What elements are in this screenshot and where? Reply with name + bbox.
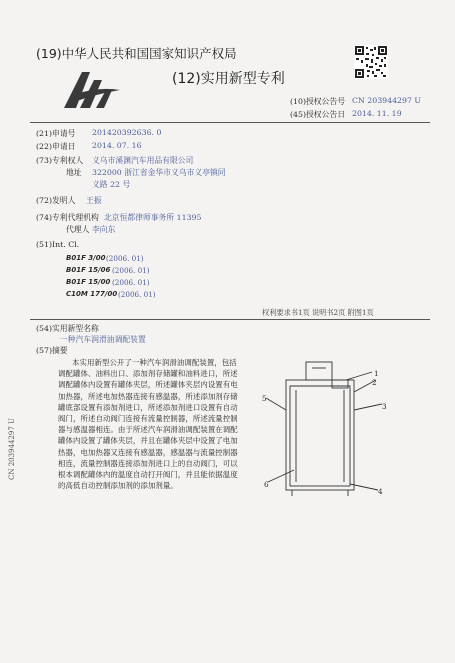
agent-value: 李向东 [92, 225, 116, 234]
figure-label: 6 [264, 480, 269, 489]
ipc-code: B01F 15/00 [66, 278, 111, 286]
ipc-code: B01F 3/00 [66, 254, 106, 262]
app-date-label: (22)申请日 [36, 142, 76, 151]
agency-label: (74)专利代理机构 [36, 213, 99, 222]
owner-value: 义乌市溪渊汽车用品有限公司 [92, 156, 194, 165]
figure-label: 4 [378, 487, 383, 496]
ipc-code: C10M 177/00 [66, 290, 118, 298]
ipc-code: B01F 15/06 [66, 266, 111, 274]
mid-divider [30, 319, 430, 320]
ipc-version: (2006. 01) [118, 290, 156, 299]
pub-no-label: (10)授权公告号 [290, 97, 345, 106]
figure-label: 2 [372, 378, 377, 387]
figure-label: 1 [374, 369, 379, 378]
agency-value: 北京恒都律师事务所 11395 [104, 213, 202, 222]
app-no-label: (21)申请号 [36, 129, 76, 138]
app-no-value: 201420392636. 0 [92, 128, 162, 137]
ipc-label: (51)Int. Cl. [36, 240, 80, 249]
abstract-text: 本实用新型公开了一种汽车润滑油调配装置，包括调配罐体、油料出口、添加剂存储罐和油料进口，所述调配罐体内设置有罐体夹层，所述罐体夹层内设置有电加热器，所述电加热器连接有感温器，所述添加剂存储罐底部设置有添加剂进口，所述添加剂进口设置有自动阀门，所述自动阀门连接有流量控制器，所述流量控制器与感温器相连。由于所述汽车润滑油调配装置在调配罐体内设置了罐体夹层，并且在罐体夹层中设置了电加热器，电加热器又连接有感温器，感温器与流量控制器相连，流量控制器连接添加剂进口上的自动阀门，可以根本调配罐体内的温度自动打开阀门，并且能依据温度的高低自动控制添加剂的添加剂量。 [58, 358, 238, 491]
pub-date-value: 2014. 11. 19 [352, 109, 402, 118]
office-logo [56, 60, 126, 124]
pub-date-label: (45)授权公告日 [290, 110, 345, 119]
document-type: (12)实用新型专利 [172, 71, 285, 87]
utility-name-value: 一种汽车润滑油调配装置 [60, 335, 146, 344]
address-line-2: 义路 22 号 [92, 180, 131, 189]
ipc-version: (2006. 01) [106, 254, 144, 263]
device-drawing [246, 350, 436, 500]
page-count-info: 权利要求书1页 说明书2页 附图1页 [262, 308, 374, 317]
pub-no-value: CN 203944297 U [352, 96, 421, 105]
ipc-version: (2006. 01) [112, 278, 150, 287]
agent-label: 代理人 [66, 225, 90, 234]
figure-label: 3 [382, 402, 387, 411]
figure-label: 5 [262, 394, 267, 403]
utility-name-label: (54)实用新型名称 [36, 324, 99, 333]
inventor-value: 王振 [86, 196, 102, 205]
side-publication-number: CN 203944297 U [8, 418, 16, 480]
office-name: (19)中华人民共和国国家知识产权局 [36, 46, 237, 61]
ipc-version: (2006. 01) [112, 266, 150, 275]
qr-code [354, 45, 388, 79]
address-line-1: 322000 浙江省金华市义乌市义亭镇同 [92, 168, 226, 177]
abstract-label: (57)摘要 [36, 346, 68, 355]
address-label: 地址 [66, 168, 82, 177]
top-divider [30, 122, 430, 123]
app-date-value: 2014. 07. 16 [92, 141, 142, 150]
owner-label: (73)专利权人 [36, 156, 84, 165]
inventor-label: (72)发明人 [36, 196, 76, 205]
